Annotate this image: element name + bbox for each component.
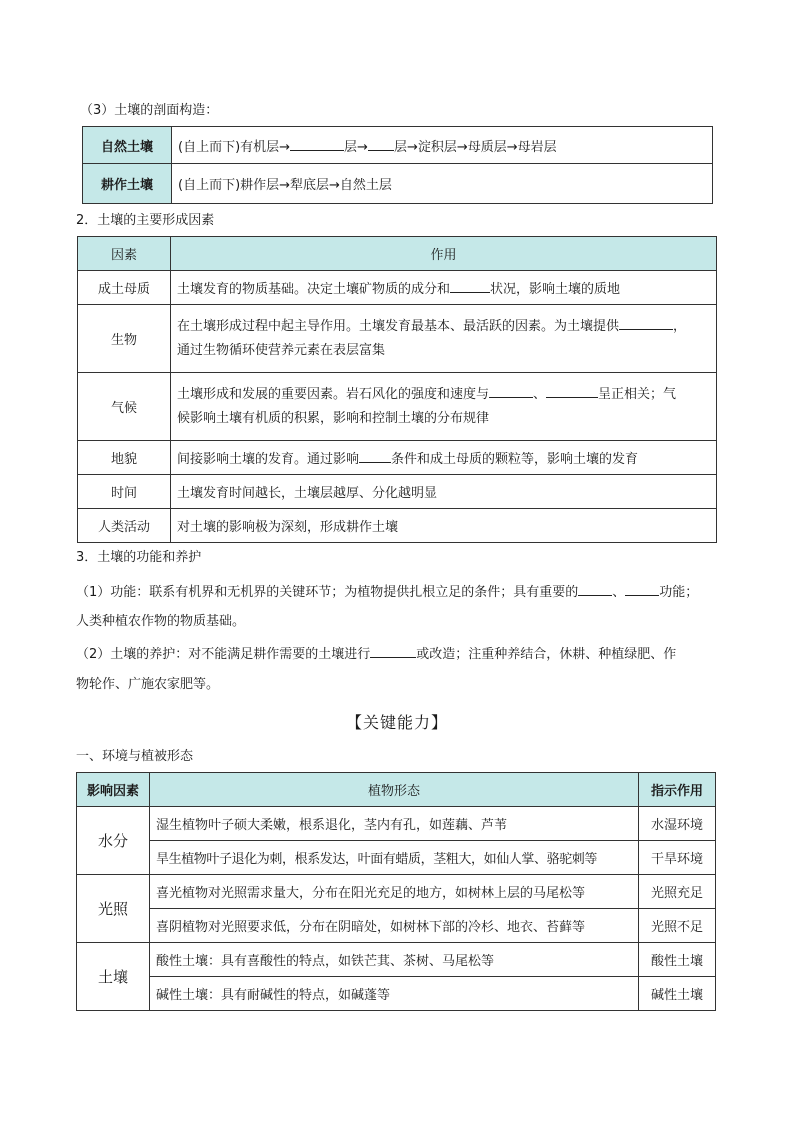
row-content: (自上而下)耕作层→犁底层→自然土层 bbox=[172, 164, 713, 204]
answer-blank bbox=[450, 280, 490, 293]
row-content: (自上而下)有机层→ 层→ 层→淀积层→母质层→母岩层 bbox=[172, 127, 713, 164]
table-header-row bbox=[78, 237, 717, 271]
table-row bbox=[77, 943, 716, 977]
table-row bbox=[78, 271, 717, 305]
column-header: 因素 bbox=[78, 237, 171, 271]
table-row bbox=[77, 909, 716, 943]
factor-cell: 土壤 bbox=[77, 943, 150, 1011]
effect-cell: 间接影响土壤的发育。通过影响 条件和成土母质的颗粒等，影响土壤的发育 bbox=[171, 441, 717, 475]
factor-cell: 时间 bbox=[78, 475, 171, 509]
form-cell: 湿生植物叶子硕大柔嫩，根系退化，茎内有孔，如莲藕、芦苇 bbox=[150, 807, 639, 841]
form-cell: 碱性土壤：具有耐碱性的特点，如碱蓬等 bbox=[150, 977, 639, 1011]
section-heading-factors: 2．土壤的主要形成因素 bbox=[76, 213, 215, 228]
column-header: 影响因素 bbox=[77, 773, 150, 807]
table-row bbox=[78, 305, 717, 373]
section-heading-function: 3．土壤的功能和养护 bbox=[76, 550, 202, 565]
indicator-cell: 光照不足 bbox=[639, 909, 716, 943]
answer-blank bbox=[578, 583, 612, 596]
answer-blank bbox=[370, 645, 416, 658]
answer-blank bbox=[368, 138, 394, 151]
function-paragraph: （1）功能：联系有机界和无机界的关键环节；为植物提供扎根立足的条件；具有重要的 、 功能； bbox=[76, 585, 699, 600]
table-row bbox=[77, 977, 716, 1011]
table-row bbox=[83, 127, 713, 164]
answer-blank bbox=[625, 583, 659, 596]
column-header: 指示作用 bbox=[639, 773, 716, 807]
factor-cell: 水分 bbox=[77, 807, 150, 875]
factor-cell: 地貌 bbox=[78, 441, 171, 475]
effect-cell: 土壤发育的物质基础。决定土壤矿物质的成分和 状况，影响土壤的质地 bbox=[171, 271, 717, 305]
factor-cell: 成土母质 bbox=[78, 271, 171, 305]
effect-cell: 土壤形成和发展的重要因素。岩石风化的强度和速度与 、 呈正相关；气 候影响土壤有机质的积累，影响和控制土壤的分布规律 bbox=[171, 373, 717, 441]
section-heading-profile: （3）土壤的剖面构造： bbox=[80, 103, 219, 118]
factors-table bbox=[77, 236, 717, 543]
row-label: 耕作土壤 bbox=[83, 164, 172, 204]
column-header: 植物形态 bbox=[150, 773, 639, 807]
answer-blank bbox=[619, 317, 673, 330]
answer-blank bbox=[290, 138, 344, 151]
table-row bbox=[77, 807, 716, 841]
table-row bbox=[78, 441, 717, 475]
function-paragraph-line2: 人类种植农作物的物质基础。 bbox=[76, 614, 246, 629]
indicator-cell: 酸性土壤 bbox=[639, 943, 716, 977]
form-cell: 旱生植物叶子退化为刺，根系发达，叶面有蜡质，茎粗大，如仙人掌、骆驼刺等 bbox=[150, 841, 639, 875]
care-paragraph: （2）土壤的养护：对不能满足耕作需要的土壤进行 或改造；注重种养结合，休耕、种植绿肥、作 bbox=[76, 647, 677, 662]
table-row bbox=[78, 509, 717, 543]
section-heading-environment: 一、环境与植被形态 bbox=[76, 749, 194, 764]
form-cell: 喜阴植物对光照要求低，分布在阴暗处，如树林下部的冷杉、地衣、苔藓等 bbox=[150, 909, 639, 943]
form-cell: 喜光植物对光照需求量大，分布在阳光充足的地方，如树林上层的马尾松等 bbox=[150, 875, 639, 909]
table-row bbox=[77, 841, 716, 875]
table-row bbox=[78, 475, 717, 509]
soil-profile-table bbox=[82, 126, 713, 204]
indicator-cell: 光照充足 bbox=[639, 875, 716, 909]
environment-table bbox=[76, 772, 716, 1011]
table-row bbox=[77, 875, 716, 909]
answer-blank bbox=[359, 450, 391, 463]
table-row bbox=[78, 373, 717, 441]
effect-cell: 土壤发育时间越长，土壤层越厚、分化越明显 bbox=[171, 475, 717, 509]
factor-cell: 光照 bbox=[77, 875, 150, 943]
factor-cell: 气候 bbox=[78, 373, 171, 441]
indicator-cell: 干旱环境 bbox=[639, 841, 716, 875]
factor-cell: 人类活动 bbox=[78, 509, 171, 543]
column-header: 作用 bbox=[171, 237, 717, 271]
factor-cell: 生物 bbox=[78, 305, 171, 373]
effect-cell: 对土壤的影响极为深刻，形成耕作土壤 bbox=[171, 509, 717, 543]
answer-blank bbox=[489, 385, 533, 398]
indicator-cell: 碱性土壤 bbox=[639, 977, 716, 1011]
answer-blank bbox=[546, 385, 598, 398]
table-row bbox=[83, 164, 713, 204]
form-cell: 酸性土壤：具有喜酸性的特点，如铁芒萁、茶树、马尾松等 bbox=[150, 943, 639, 977]
table-header-row bbox=[77, 773, 716, 807]
care-paragraph-line2: 物轮作、广施农家肥等。 bbox=[76, 677, 220, 692]
indicator-cell: 水湿环境 bbox=[639, 807, 716, 841]
key-ability-title: 【关键能力】 bbox=[345, 713, 448, 732]
row-label: 自然土壤 bbox=[83, 127, 172, 164]
effect-cell: 在土壤形成过程中起主导作用。土壤发育最基本、最活跃的因素。为土壤提供 ， 通过生物循环使营养元素在表层富集 bbox=[171, 305, 717, 373]
